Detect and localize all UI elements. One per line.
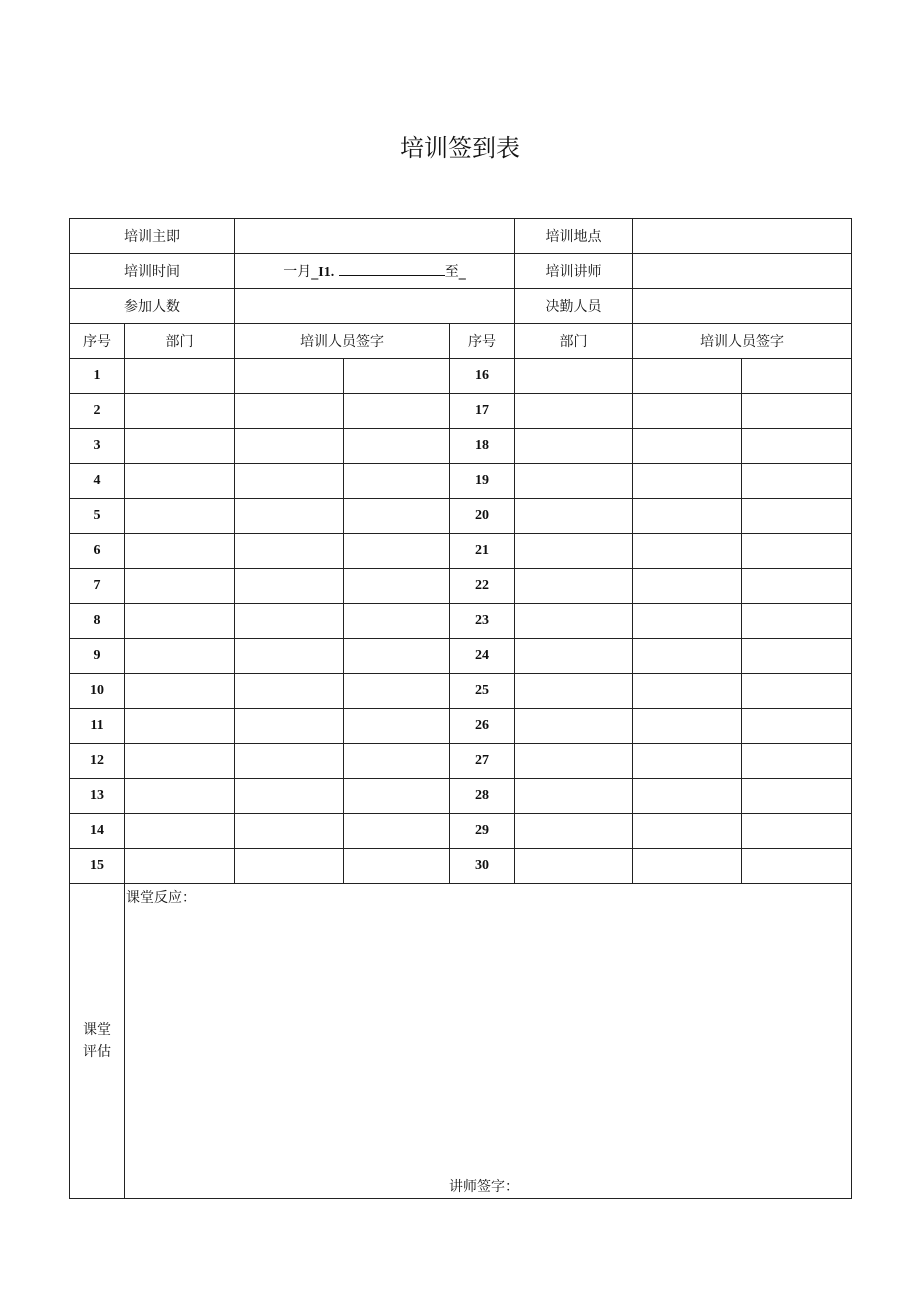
signature-cell[interactable] [344,359,450,394]
evaluation-row [70,884,852,1199]
row-number: 21 [450,534,515,569]
dept-cell[interactable] [515,849,633,884]
evaluation-area[interactable] [125,884,852,1199]
signature-cell[interactable] [344,709,450,744]
signature-cell[interactable] [235,394,344,429]
signature-cell[interactable] [235,814,344,849]
table-row [70,464,852,499]
dept-cell[interactable] [125,429,235,464]
dept-cell[interactable] [125,744,235,779]
dept-cell[interactable] [125,779,235,814]
signature-cell[interactable] [235,359,344,394]
signature-cell[interactable] [633,674,742,709]
dept-cell[interactable] [515,429,633,464]
signature-cell[interactable] [742,359,852,394]
dept-cell[interactable] [125,359,235,394]
signature-cell[interactable] [235,534,344,569]
row-number: 20 [450,499,515,534]
table-row [70,849,852,884]
signature-header-right: 培训人员签字 [633,324,852,359]
dept-cell[interactable] [515,604,633,639]
dept-cell[interactable] [515,394,633,429]
dept-header-right: 部门 [515,324,633,359]
location-field[interactable] [633,219,852,254]
signature-cell[interactable] [344,604,450,639]
time-label: 培训时间 [70,254,235,289]
dept-cell[interactable] [515,464,633,499]
row-number: 5 [70,499,125,534]
signature-cell[interactable] [235,499,344,534]
signature-cell[interactable] [633,429,742,464]
topic-label: 培训主即 [70,219,235,254]
signature-cell[interactable] [344,429,450,464]
dept-cell[interactable] [125,394,235,429]
attendees-row [70,289,852,324]
dept-cell[interactable] [125,814,235,849]
dept-cell[interactable] [515,744,633,779]
class-reaction-label: 课堂反应： [126,890,196,906]
dept-cell[interactable] [515,569,633,604]
signature-cell[interactable] [633,464,742,499]
row-number: 30 [450,849,515,884]
row-number: 29 [450,814,515,849]
signature-cell[interactable] [742,744,852,779]
table-row [70,744,852,779]
time-field[interactable] [235,254,515,289]
signature-cell[interactable] [344,394,450,429]
row-number: 9 [70,639,125,674]
signature-cell[interactable] [742,604,852,639]
row-number: 8 [70,604,125,639]
signature-cell[interactable] [235,849,344,884]
sign-in-table [69,218,852,1199]
signature-cell[interactable] [742,569,852,604]
location-label: 培训地点 [515,219,633,254]
signature-cell[interactable] [742,639,852,674]
row-number: 14 [70,814,125,849]
row-number: 27 [450,744,515,779]
table-row [70,534,852,569]
absent-field[interactable] [633,289,852,324]
signature-cell[interactable] [235,744,344,779]
signature-cell[interactable] [344,534,450,569]
row-number: 22 [450,569,515,604]
dept-cell[interactable] [125,499,235,534]
row-number: 26 [450,709,515,744]
row-number: 7 [70,569,125,604]
dept-cell[interactable] [125,534,235,569]
signature-cell[interactable] [344,464,450,499]
row-number: 18 [450,429,515,464]
signature-cell[interactable] [235,709,344,744]
row-number: 15 [70,849,125,884]
dept-cell[interactable] [125,849,235,884]
signature-cell[interactable] [633,534,742,569]
table-row [70,394,852,429]
signature-cell[interactable] [235,779,344,814]
dept-cell[interactable] [125,464,235,499]
row-number: 16 [450,359,515,394]
topic-field[interactable] [235,219,515,254]
table-row [70,359,852,394]
signature-cell[interactable] [633,779,742,814]
evaluation-label: 课堂 评估 [70,884,125,1199]
row-number: 6 [70,534,125,569]
attendees-field[interactable] [235,289,515,324]
signature-cell[interactable] [633,604,742,639]
dept-cell[interactable] [125,639,235,674]
dept-cell[interactable] [515,534,633,569]
row-number: 19 [450,464,515,499]
dept-cell[interactable] [515,814,633,849]
row-number: 17 [450,394,515,429]
signature-cell[interactable] [742,849,852,884]
row-number: 10 [70,674,125,709]
table-row [70,569,852,604]
signature-cell[interactable] [633,814,742,849]
time-day: I1. [318,265,335,280]
row-number: 3 [70,429,125,464]
signature-cell[interactable] [633,744,742,779]
signature-cell[interactable] [633,394,742,429]
signature-cell[interactable] [742,464,852,499]
row-number: 12 [70,744,125,779]
row-number: 24 [450,639,515,674]
dept-cell[interactable] [515,359,633,394]
row-number: 13 [70,779,125,814]
time-row [70,254,852,289]
signature-cell[interactable] [742,394,852,429]
signature-cell[interactable] [344,674,450,709]
signature-cell[interactable] [633,709,742,744]
trainer-label: 培训讲师 [515,254,633,289]
signature-cell[interactable] [742,814,852,849]
dept-cell[interactable] [125,674,235,709]
seq-header-left: 序号 [70,324,125,359]
table-row [70,639,852,674]
signature-cell[interactable] [344,779,450,814]
signature-cell[interactable] [235,674,344,709]
row-number: 25 [450,674,515,709]
signature-cell[interactable] [742,674,852,709]
signature-cell[interactable] [235,604,344,639]
dept-cell[interactable] [515,709,633,744]
row-number: 4 [70,464,125,499]
signature-cell[interactable] [235,569,344,604]
dept-cell[interactable] [125,604,235,639]
dept-header-left: 部门 [125,324,235,359]
signature-cell[interactable] [742,709,852,744]
dept-cell[interactable] [515,639,633,674]
table-row [70,814,852,849]
signature-cell[interactable] [742,429,852,464]
signature-cell[interactable] [344,849,450,884]
signature-cell[interactable] [235,639,344,674]
signature-cell[interactable] [742,499,852,534]
signature-cell[interactable] [344,639,450,674]
row-number: 28 [450,779,515,814]
signature-cell[interactable] [633,849,742,884]
row-number: 1 [70,359,125,394]
row-number: 2 [70,394,125,429]
table-row [70,499,852,534]
signature-cell[interactable] [235,464,344,499]
time-blank-line [339,263,445,276]
page-title: 培训签到表 [400,134,520,162]
table-row [70,779,852,814]
row-number: 23 [450,604,515,639]
absent-label: 决勤人员 [515,289,633,324]
attendees-label: 参加人数 [70,289,235,324]
column-header-row [70,324,852,359]
time-suffix: 至_ [444,264,466,280]
table-row [70,429,852,464]
trainer-field[interactable] [633,254,852,289]
signature-cell[interactable] [633,639,742,674]
seq-header-right: 序号 [450,324,515,359]
row-number: 11 [70,709,125,744]
dept-cell[interactable] [515,674,633,709]
signature-cell[interactable] [344,814,450,849]
signature-cell[interactable] [742,534,852,569]
signature-cell[interactable] [344,569,450,604]
topic-row [70,219,852,254]
table-row [70,674,852,709]
signature-header-left: 培训人员签字 [235,324,450,359]
signature-cell[interactable] [742,779,852,814]
signature-cell[interactable] [633,499,742,534]
signature-cell[interactable] [344,744,450,779]
signature-cell[interactable] [633,569,742,604]
dept-cell[interactable] [125,569,235,604]
dept-cell[interactable] [515,779,633,814]
signature-cell[interactable] [235,429,344,464]
table-row [70,604,852,639]
dept-cell[interactable] [515,499,633,534]
table-row [70,709,852,744]
signature-cell[interactable] [344,499,450,534]
trainer-signature-label: 讲师签字： [449,1179,519,1195]
time-prefix: 一月_ [283,264,319,280]
signature-cell[interactable] [633,359,742,394]
dept-cell[interactable] [125,709,235,744]
